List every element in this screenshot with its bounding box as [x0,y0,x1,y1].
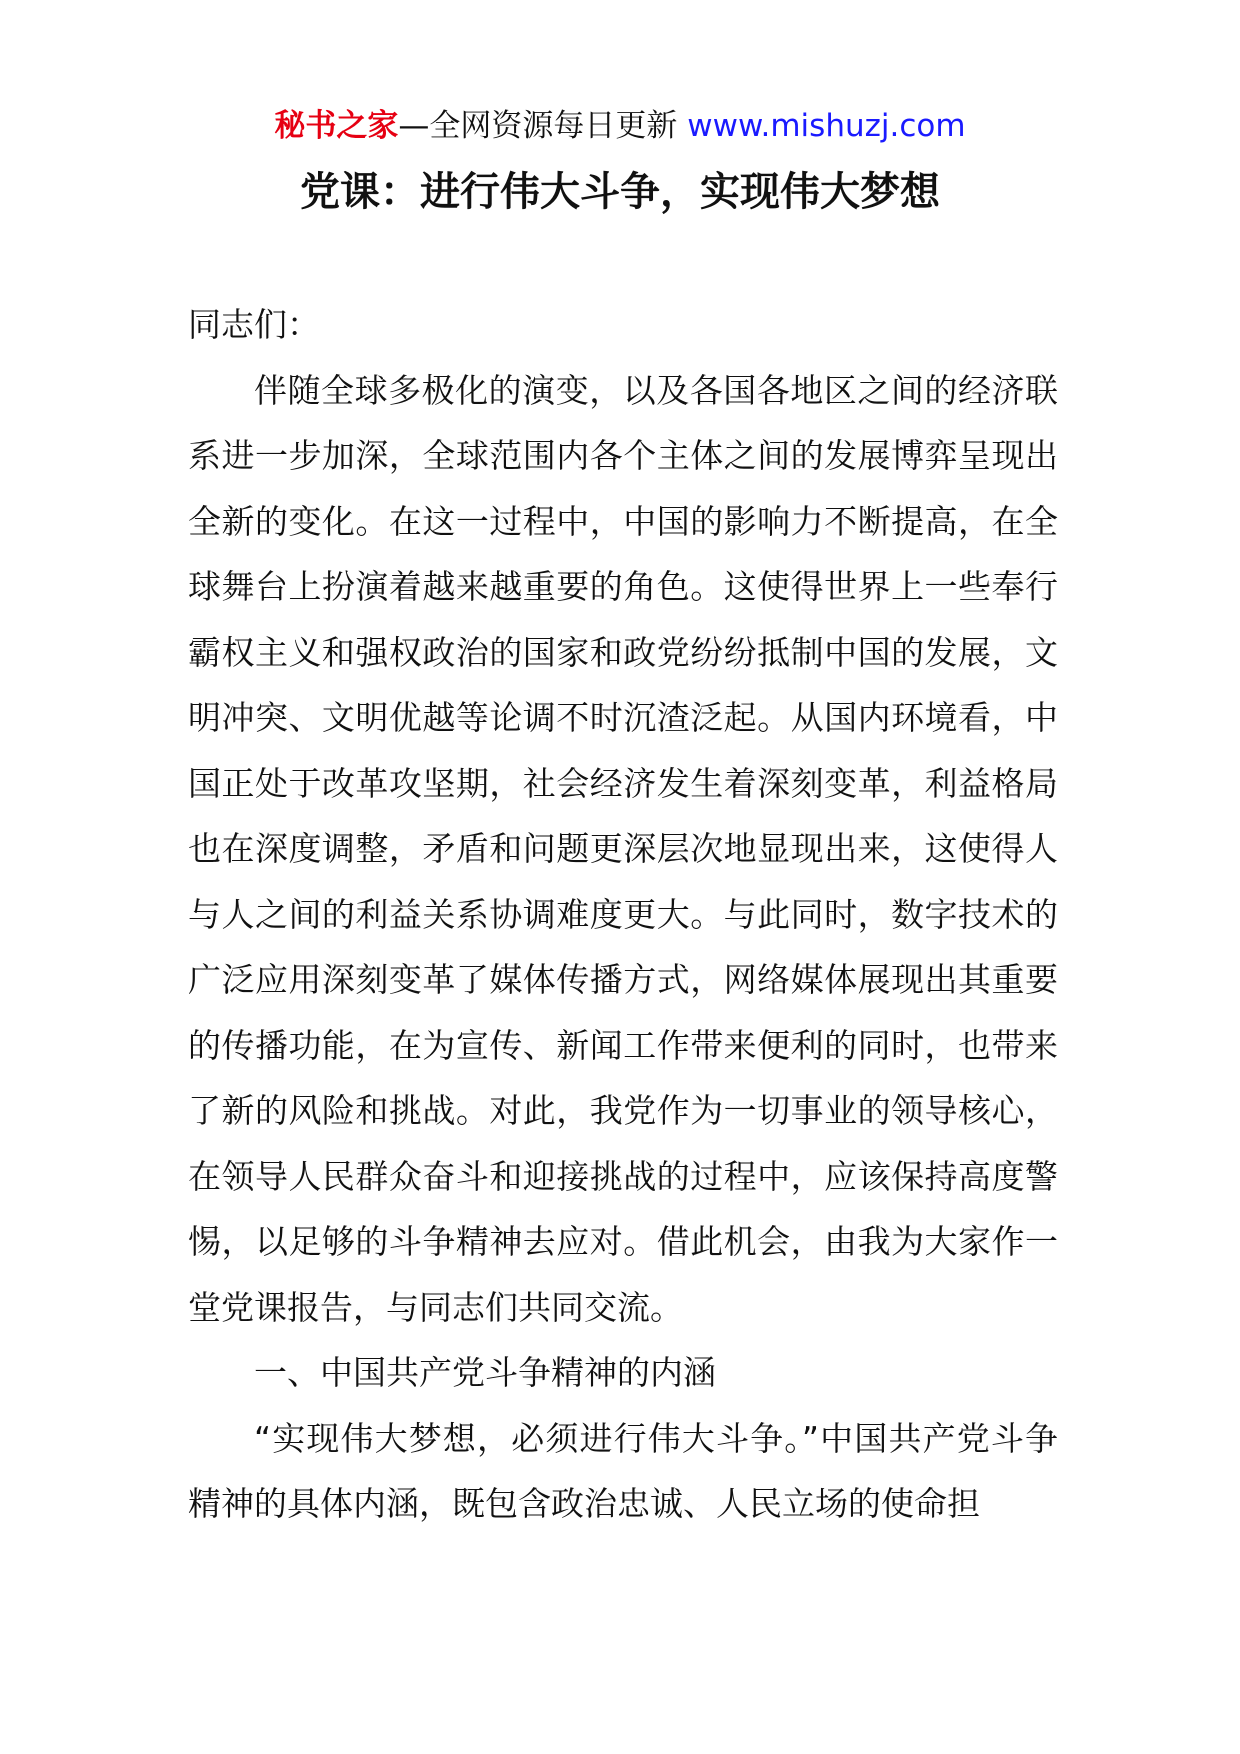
section-heading: 一、中国共产党斗争精神的内涵 [254,1353,716,1392]
document-title: 党课：进行伟大斗争，实现伟大梦想 [300,169,940,215]
header-tagline: —全网资源每日更新 [398,108,688,144]
salutation: 同志们： [188,305,320,344]
document-body [188,292,1058,1537]
body-paragraph: “实现伟大梦想，必须进行伟大斗争。”中国共产党斗争精神的具体内涵，既包含政治忠诚、人民立场的使命担 [188,1418,1058,1523]
brand-name: 秘书之家 [274,108,399,144]
body-paragraph: 伴随全球多极化的演变，以及各国各地区之间的经济联系进一步加深，全球范围内各个主体之间的发展博弈呈现出全新的变化。在这一过程中，中国的影响力不断提高，在全球舞台上扮演着越来越重要的角色。这使得世界上一些奉行霸权主义和强权政治的国家和政党纷纷抵制中国的发展，文明冲突、文明优越等论调不时沉渣泛起。从国内环境看，中国正处于改革攻坚期，社会经济发生着深刻变革，利益格局也在深度调整，矛盾和问题更深层次地显现出来，这使得人与人之间的利益关系协调难度更大。与此同时，数字技术的广泛应用深刻变革了媒体传播方式，网络媒体展现出其重要的传播功能，在为宣传、新闻工作带来便利的同时，也带来了新的风险和挑战。对此，我党作为一切事业的领导核心，在领导人民群众奋斗和迎接挑战的过程中，应该保持高度警惕，以足够的斗争精神去应对。借此机会，由我为大家作一堂党课报告，与同志们共同交流。 [188,370,1058,1327]
site-url-link[interactable]: www.mishuzj.com [687,108,966,144]
site-header [0,104,1240,148]
